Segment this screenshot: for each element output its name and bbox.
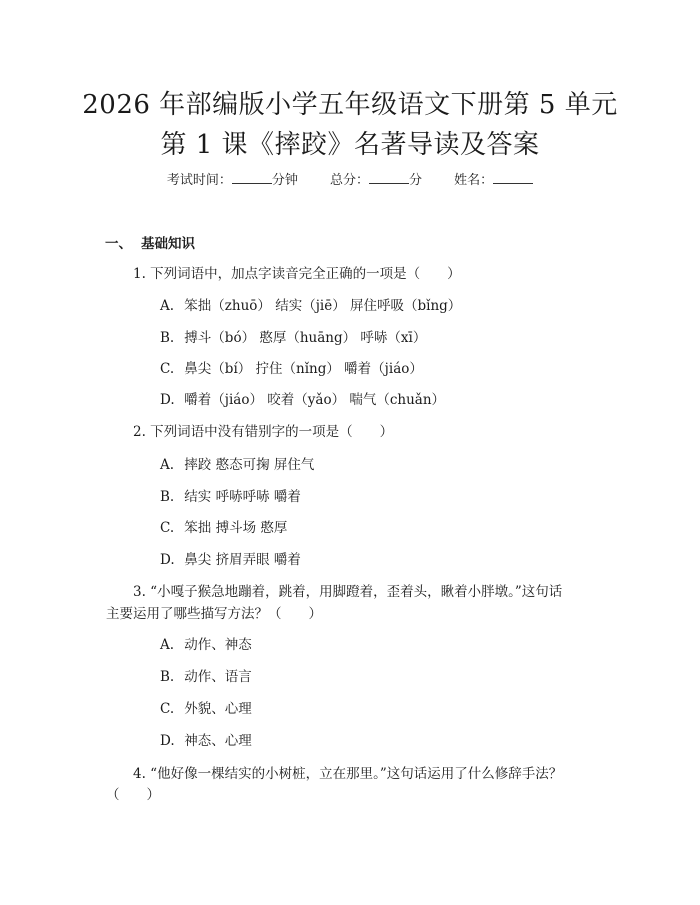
- option-2b: [160, 485, 301, 505]
- option-letter: D.: [160, 552, 175, 568]
- option-letter: D.: [160, 733, 175, 749]
- option-text: 动作、语言: [184, 669, 252, 685]
- time-unit: 分钟: [271, 173, 298, 188]
- option-letter: A.: [160, 637, 175, 653]
- question-stem-4-cont: （ ）: [106, 787, 160, 803]
- option-text: 结实 呼哧呼哧 嚼着: [184, 489, 301, 505]
- exam-time: [167, 173, 302, 188]
- option-letter: A.: [160, 457, 175, 473]
- name-label: 姓名：: [454, 173, 494, 188]
- score-label: 总分：: [329, 173, 369, 188]
- option-1b: [160, 326, 426, 346]
- option-2a: [160, 453, 314, 473]
- option-text: 笨拙（zhuō） 结实（jiē） 屏住呼吸（bǐng）: [184, 298, 462, 314]
- option-3a: [160, 633, 252, 653]
- section-heading: [105, 232, 195, 252]
- question-stem-3-cont: 主要运用了哪些描写方法？（ ）: [106, 606, 322, 622]
- option-3d: [160, 729, 252, 749]
- option-2d: [160, 548, 301, 568]
- option-text: 动作、神态: [184, 637, 252, 653]
- option-letter: C.: [160, 701, 175, 717]
- page-title-line1: 2026 年部编版小学五年级语文下册第 5 单元: [82, 90, 618, 120]
- exam-name: [454, 173, 533, 188]
- exam-score: [330, 173, 426, 188]
- name-blank: [493, 171, 533, 184]
- section-number: 一、: [105, 236, 132, 252]
- section-title: 基础知识: [141, 236, 195, 252]
- option-3b: [160, 665, 252, 685]
- score-blank: [369, 171, 409, 184]
- question-stem-4: 4. “他好像一棵结实的小树桩，立在那里。”这句话运用了什么修辞手法？: [133, 766, 563, 782]
- option-text: 笨拙 搏斗场 憨厚: [184, 520, 288, 536]
- option-letter: B.: [160, 489, 175, 505]
- option-1c: [160, 357, 423, 377]
- option-letter: C.: [160, 520, 175, 536]
- option-text: 嚼着（jiáo） 咬着（yǎo） 喘气（chuǎn）: [184, 392, 446, 408]
- option-letter: D.: [160, 392, 175, 408]
- option-text: 神态、心理: [184, 733, 252, 749]
- option-1d: [160, 388, 445, 408]
- question-stem-2: 2. 下列词语中没有错别字的一项是（ ）: [133, 424, 394, 440]
- option-letter: C.: [160, 361, 175, 377]
- time-label: 考试时间：: [166, 173, 232, 188]
- exam-meta: [0, 169, 700, 188]
- option-text: 鼻尖（bí） 拧住（nǐng） 嚼着（jiáo）: [184, 361, 423, 377]
- option-letter: B.: [160, 669, 175, 685]
- option-text: 鼻尖 挤眉弄眼 嚼着: [184, 552, 301, 568]
- option-text: 摔跤 憨态可掬 屏住气: [184, 457, 315, 473]
- question-stem-1: 1. 下列词语中，加点字读音完全正确的一项是（ ）: [133, 266, 461, 282]
- question-stem-3: 3. “小嘎子猴急地蹦着，跳着，用脚蹬着，歪着头，瞅着小胖墩。”这句话: [133, 584, 563, 600]
- option-letter: A.: [160, 298, 175, 314]
- time-blank: [232, 171, 272, 184]
- option-3c: [160, 697, 252, 717]
- option-text: 外貌、心理: [184, 701, 252, 717]
- option-1a: [160, 294, 461, 314]
- option-letter: B.: [160, 330, 175, 346]
- option-text: 搏斗（bó） 憨厚（huāng） 呼哧（xī）: [184, 330, 427, 346]
- score-unit: 分: [409, 173, 423, 188]
- option-2c: [160, 516, 287, 536]
- page-title-line2: 第 1 课《摔跤》名著导读及答案: [160, 130, 540, 160]
